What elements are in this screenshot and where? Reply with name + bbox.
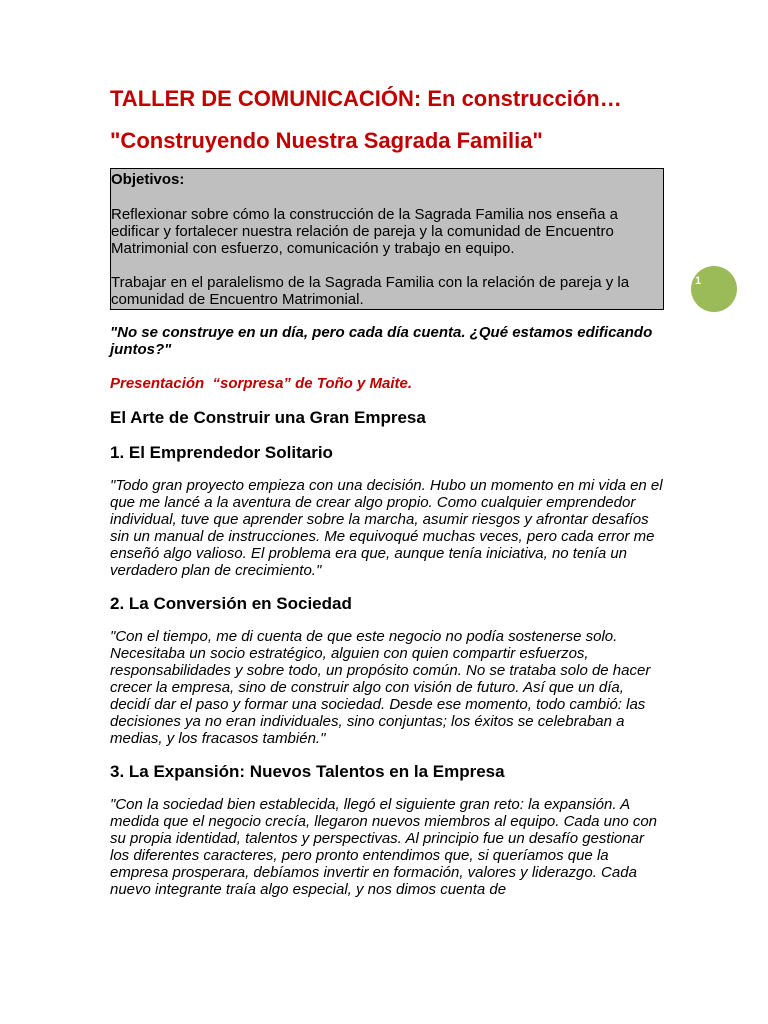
- section-text-1: "Todo gran proyecto empieza con una decisión. Hubo un momento en mi vida en el que me lancé a la aventura de crear algo propio. Como cualquier emprendedor individual, tuve que aprender sobre la marcha, asumir riesgos y afrontar desafíos sin un manual de instrucciones. Me equivoqué muchas veces, pero cada error me enseñó algo valioso. El problema era que, aunque tenía iniciativa, no tenía un verdadero plan de crecimiento.": [110, 477, 663, 579]
- document-subtitle: "Construyendo Nuestra Sagrada Familia": [110, 128, 543, 153]
- objectives-paragraph-2: Trabajar en el paralelismo de la Sagrada Familia con la relación de pareja y la comunidad de Encuentro Matrimonial.: [111, 274, 630, 308]
- document-title: TALLER DE COMUNICACIÓN: En construcción…: [110, 86, 622, 111]
- section-text-3: "Con la sociedad bien establecida, llegó el siguiente gran reto: la expansión. A medida que el negocio crecía, llegaron nuevos miembros al equipo. Cada uno con su propia identidad, talentos y perspectivas. Al principio fue un desafío gestionar los diferentes caracteres, pero pronto entendimos que, si queríamos que la empresa prosperara, debíamos invertir en formación, valores y liderazgo. Cada nuevo integrante traía algo especial, y nos dimos cuenta de: [110, 796, 658, 898]
- section-heading-2: 2. La Conversión en Sociedad: [110, 594, 352, 613]
- objectives-heading: Objetivos:: [111, 171, 185, 188]
- document-page: [110, 84, 666, 898]
- section-text-2: "Con el tiempo, me di cuenta de que este negocio no podía sostenerse solo. Necesitaba un socio estratégico, alguien con quien compartir esfuerzos, responsabilidades y sobre todo, un propósito común. No se trataba solo de hacer crecer la empresa, sino de construir algo con visión de futuro. Así que un día, decidí dar el paso y formar una sociedad. Desde ese momento, todo cambió: las decisiones ya no eran individuales, sino conjuntas; los éxitos se celebraban a medias, y los fracasos también.": [110, 628, 651, 747]
- page-number-badge: 1: [691, 266, 737, 312]
- section-heading-1: 1. El Emprendedor Solitario: [110, 443, 333, 462]
- objectives-paragraph-1: Reflexionar sobre cómo la construcción de la Sagrada Familia nos enseña a edificar y fortalecer nuestra relación de pareja y la comunidad de Encuentro Matrimonial con esfuerzo, comunicación y trabajo en equipo.: [111, 206, 618, 257]
- intro-quote: "No se construye en un día, pero cada día cuenta. ¿Qué estamos edificando juntos?": [110, 324, 653, 358]
- presentation-line: Presentación “sorpresa” de Toño y Maite.: [110, 375, 413, 392]
- section-heading-3: 3. La Expansión: Nuevos Talentos en la Empresa: [110, 762, 505, 781]
- main-heading: El Arte de Construir una Gran Empresa: [110, 408, 426, 427]
- objectives-box: [110, 168, 664, 310]
